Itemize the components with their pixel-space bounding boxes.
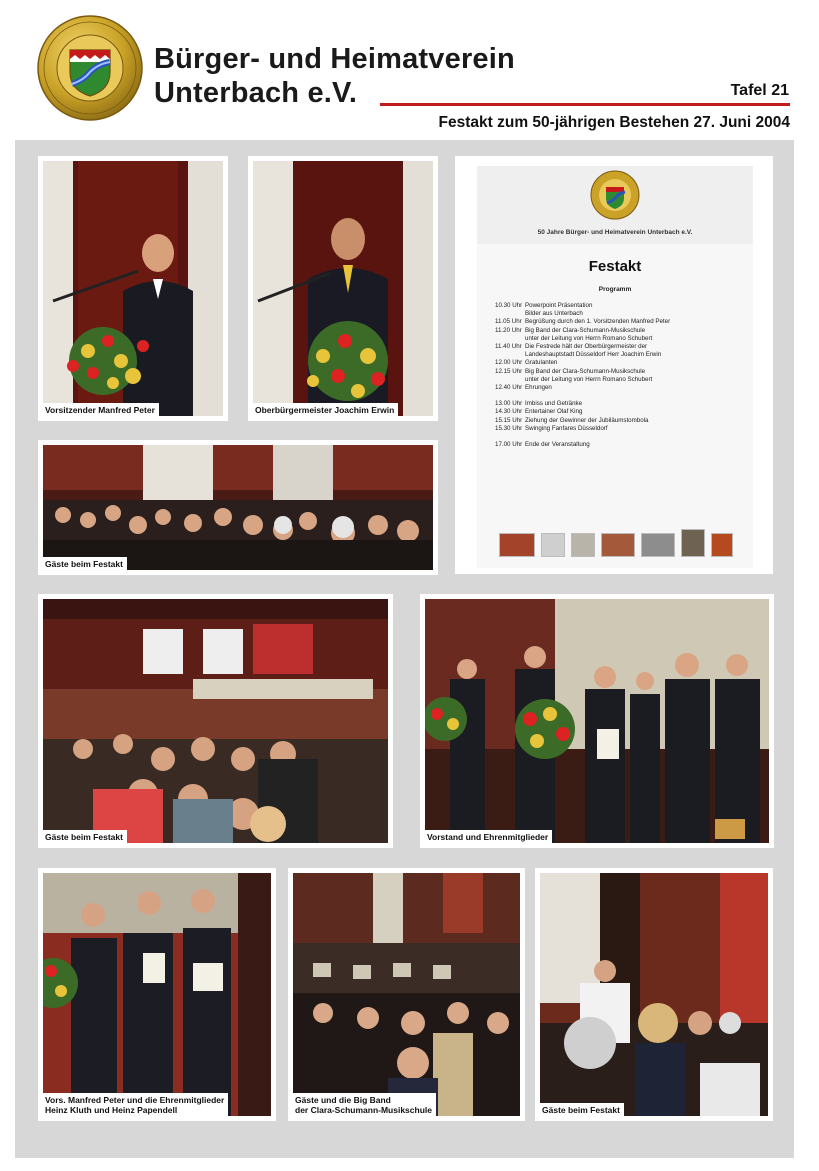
program-item-text: Big Band der Clara-Schumann-Musikschule [525,326,646,334]
program-item [495,343,750,351]
program-item [495,302,750,310]
program-item [495,400,750,408]
photo-mayor-speech [253,161,433,416]
program-seal-icon [590,170,640,220]
program-item-text: Entertainer Olaf King [525,408,583,416]
program-item [495,351,750,359]
program-item [495,408,750,416]
caption: Oberbürgermeister Joachim Erwin [253,403,398,416]
program-item-time: 12.00 Uhr [495,359,523,367]
program-thumbnail-strip [499,529,739,557]
program-subtitle: Programm [598,286,632,293]
caption-line-2: Heinz Kluth und Heinz Papendell [45,1105,178,1115]
program-item-time: 15.15 Uhr [495,416,523,424]
photo-board-members [425,599,769,843]
program-item [495,310,750,318]
photo-frame-board [420,594,774,848]
thumbnail-image [681,529,705,557]
caption: Vorsitzender Manfred Peter [43,403,159,416]
program-item-time: 17.00 Uhr [495,441,523,449]
program-item-time: 13.00 Uhr [495,400,523,408]
program-item-text: unter der Leitung von Herrn Romano Schubert [525,334,653,342]
thumbnail-image [571,533,595,557]
program-item-text: Gratulanten [525,359,558,367]
thumbnail-image [641,533,675,557]
program-item-time [495,376,525,384]
program-item-text [525,433,750,441]
title-underline [380,103,790,106]
title-line-1: Bürger- und Heimatverein [154,43,515,75]
program-item-time [495,392,525,400]
thumbnail-image [499,533,535,557]
program-item-text: Imbiss und Getränke [525,400,583,408]
event-subtitle: Festakt zum 50-jährigen Bestehen 27. Juni 2004 [438,114,790,131]
photo-frame-honorary [38,868,276,1121]
program-item-text: Ziehung der Gewinner der Jubiläumstombola [525,416,649,424]
caption: Vorstand und Ehrenmitglieder [425,830,552,843]
program-item-text: Bilder aus Unterbach [525,310,583,318]
program-item [495,335,750,343]
program-item-time [495,335,525,343]
program-item [495,359,750,367]
program-item [495,392,750,400]
program-list [495,302,750,449]
program-item-text: Swinging Fanfares Düsseldorf [525,424,608,432]
thumbnail-image [541,533,565,557]
program-item [495,417,750,425]
photo-honorary-members [43,873,271,1116]
photo-guests-tables [43,599,388,843]
photo-guests-table [540,873,768,1116]
program-item-text: Powerpoint Präsentation [525,302,593,309]
photo-frame-guests-1 [38,440,438,575]
program-item-time: 11.40 Uhr [495,343,522,351]
photo-frame-bigband [288,868,525,1121]
thumbnail-image [601,533,635,557]
program-item-time: 11.20 Uhr [495,326,522,334]
program-item-time: 15.30 Uhr [495,424,523,432]
program-item-text: Ehrungen [525,384,552,392]
program-item [495,384,750,392]
program-org-line: 50 Jahre Bürger- und Heimatverein Unterbach e.V. [537,229,693,236]
caption-two-line [43,1093,228,1116]
program-title: Festakt [588,258,642,275]
program-item-time [495,433,525,441]
caption-line-1: Gäste und die Big Band [295,1095,391,1105]
photo-big-band [293,873,520,1116]
program-item-time [495,310,525,318]
title-line-2: Unterbach e.V. [154,77,358,109]
program-item-time: 10.30 Uhr [495,302,523,309]
photo-chairman-speech [43,161,223,416]
program-item-text: Big Band der Clara-Schumann-Musikschule [525,367,646,375]
program-item-text: Die Festrede hält der Oberbürgermeister der [525,343,648,351]
program-item-text [525,392,750,400]
program-item-text: Ende der Veranstaltung [525,441,590,449]
program-item [495,376,750,384]
caption: Gäste beim Festakt [43,557,127,570]
photo-frame-chairman [38,156,228,421]
program-item-time: 12.15 Uhr [495,367,523,375]
caption-line-1: Vors. Manfred Peter und die Ehrenmitglieder [45,1095,225,1105]
caption: Gäste beim Festakt [540,1103,624,1116]
program-sheet [455,156,773,574]
photo-frame-mayor [248,156,438,421]
caption: Gäste beim Festakt [43,830,127,843]
program-item-text: unter der Leitung von Herrn Romano Schubert [525,375,653,383]
board-number: Tafel 21 [730,82,789,99]
program-item-time: 14.30 Uhr [495,408,523,416]
program-item-text: Landeshauptstadt Düsseldorf Herr Joachim Erwin [525,351,662,359]
program-item-text: Begrüßung durch den 1. Vorsitzenden Manfred Peter [525,318,671,326]
page-title [154,42,515,110]
photo-guests-hall [43,445,433,570]
program-item [495,318,750,326]
caption-two-line [293,1093,436,1116]
program-item-time [495,351,525,359]
photo-frame-guests-2 [38,594,393,848]
program-card [477,166,753,568]
program-item [495,433,750,441]
photo-frame-guests-3 [535,868,773,1121]
program-item [495,327,750,335]
program-item-time: 12.40 Uhr [495,384,523,392]
program-item [495,368,750,376]
program-item [495,425,750,433]
club-logo-seal [36,14,144,122]
program-item [495,441,750,449]
caption-line-2: der Clara-Schumann-Musikschule [295,1105,432,1115]
program-item-time: 11.05 Uhr [495,318,522,326]
thumbnail-image [711,533,733,557]
